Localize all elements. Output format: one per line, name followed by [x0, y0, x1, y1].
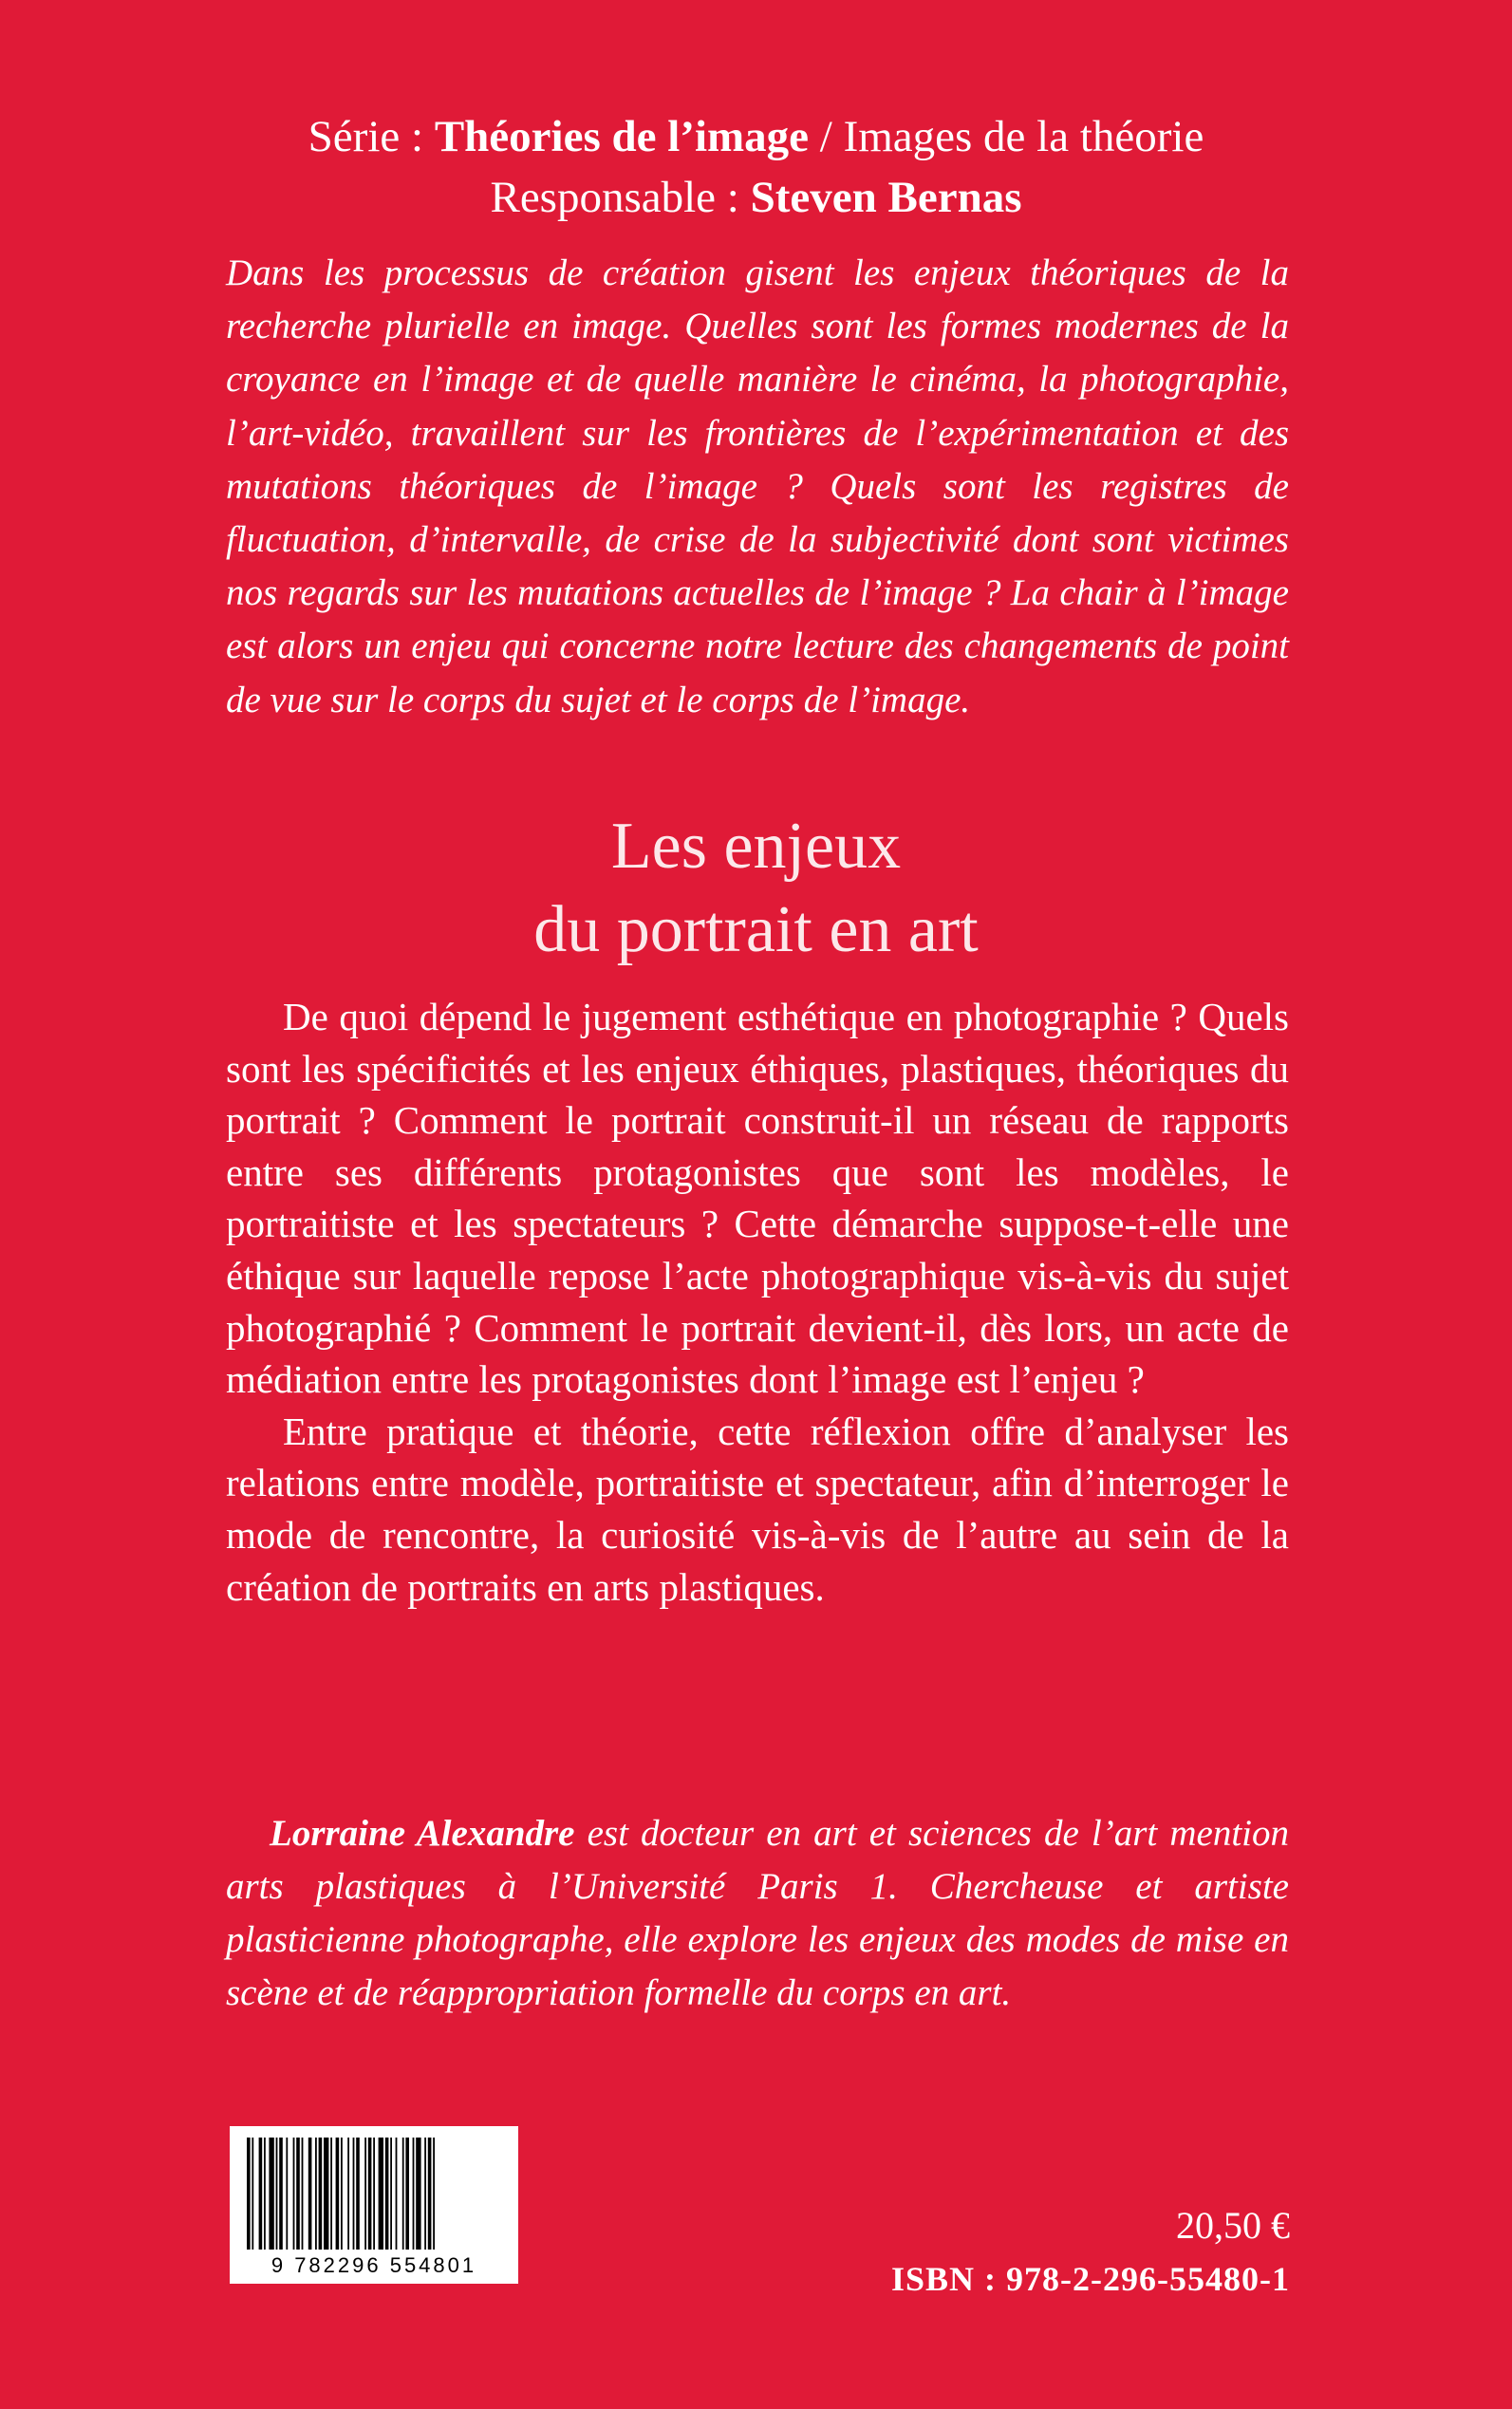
barcode-bar [364, 2138, 366, 2250]
isbn: ISBN : 978-2-296-55480-1 [891, 2260, 1290, 2298]
barcode-bar [296, 2138, 300, 2250]
barcode-bar [269, 2138, 273, 2250]
barcode-bar [308, 2138, 312, 2250]
barcode-bar [402, 2138, 404, 2250]
summary-paragraph-2: Entre pratique et théorie, cette réflexion offre d’analyser les relations entre modèle, portraitiste et spectateur, afin d’interroger le mode de rencontre, la curiosité vis-à-vis de l’autre au sein de la création de portraits en arts plastiques. [226, 1409, 1289, 1609]
barcode-bars [243, 2138, 509, 2250]
editor-label: Responsable : [490, 173, 739, 222]
series-label: Série : [308, 112, 424, 161]
barcode-bar [259, 2138, 263, 2250]
series-subtitle: / Images de la théorie [819, 112, 1204, 161]
barcode-bar [433, 2138, 435, 2250]
barcode-bar [315, 2138, 317, 2250]
series-title: Théories de l’image [434, 112, 810, 161]
barcode-bar [353, 2138, 355, 2250]
barcode-bar [336, 2138, 340, 2250]
book-title-line-1: Les enjeux [610, 810, 902, 883]
barcode-bar [302, 2138, 304, 2250]
barcode-bar [390, 2138, 392, 2250]
barcode-bar [416, 2138, 420, 2250]
barcode-bar [286, 2138, 288, 2250]
author-bio-text: est docteur en art et sciences de l’art mention arts plastiques à l’Université Paris 1. Chercheuse et artiste plasticienne photographe, elle explore les enjeux des modes de mise en scène et de réappropriation formelle du corps en art. [226, 1813, 1289, 2013]
editor-line [0, 167, 1512, 228]
author-bio [226, 1807, 1289, 2020]
barcode-bar [347, 2138, 349, 2250]
barcode-bar [428, 2138, 432, 2250]
editor-name: Steven Bernas [750, 173, 1022, 222]
barcode-bar [247, 2138, 251, 2250]
barcode-bar [413, 2138, 415, 2250]
series-header [0, 106, 1512, 228]
barcode-bar [293, 2138, 295, 2250]
author-name: Lorraine Alexandre [270, 1813, 575, 1854]
barcode-bar [341, 2138, 343, 2250]
series-line [0, 106, 1512, 167]
barcode-bar [356, 2138, 360, 2250]
barcode-bar [324, 2138, 328, 2250]
book-title [0, 805, 1512, 972]
barcode-bar [330, 2138, 332, 2250]
barcode [228, 2124, 520, 2286]
barcode-digits: 9 782296 554801 [271, 2253, 477, 2277]
barcode-bar [373, 2138, 375, 2250]
barcode-bar [424, 2138, 426, 2250]
series-description: Dans les processus de création gisent les enjeux théoriques de la recherche plurielle en image. Quelles sont les formes modernes de la croyance en l’image et de quelle manière le cinéma, la photographie, l’art-vidéo, travaillent sur les frontières de l’expérimentation et des mutations théoriques de l’image ? Quels sont les registres de fluctuation, d’intervalle, de crise de la subjectivité dont sont victimes nos regards sur les mutations actuelles de l’image ? La chair à l’image est alors un enjeu qui concerne notre lecture des changements de point de vue sur le corps du sujet et le corps de l’image. [226, 252, 1289, 720]
barcode-bar [368, 2138, 372, 2250]
barcode-bar [385, 2138, 389, 2250]
barcode-bar [264, 2138, 266, 2250]
barcode-bar [396, 2138, 398, 2250]
barcode-bar [276, 2138, 278, 2250]
barcode-bar [379, 2138, 383, 2250]
book-title-line-2: du portrait en art [533, 893, 979, 966]
barcode-bar [279, 2138, 283, 2250]
book-summary [226, 991, 1289, 1613]
barcode-bar [319, 2138, 323, 2250]
barcode-bar [405, 2138, 409, 2250]
price: 20,50 € [1176, 2204, 1290, 2247]
barcode-bar [252, 2138, 253, 2250]
summary-paragraph-1: De quoi dépend le jugement esthétique en photographie ? Quels sont les spécificités et les enjeux éthiques, plastiques, théoriques du portrait ? Comment le portrait construit-il un réseau de rapports entre ses différents protagonistes que sont les modèles, le portraitiste et les spectateurs ? Cette démarche suppose-t-elle une éthique sur laquelle repose l’acte photographique vis-à-vis du sujet photographié ? Comment le portrait devient-il, dès lors, un acte de médiation entre les protagonistes dont l’image est l’enjeu ? [226, 995, 1289, 1402]
